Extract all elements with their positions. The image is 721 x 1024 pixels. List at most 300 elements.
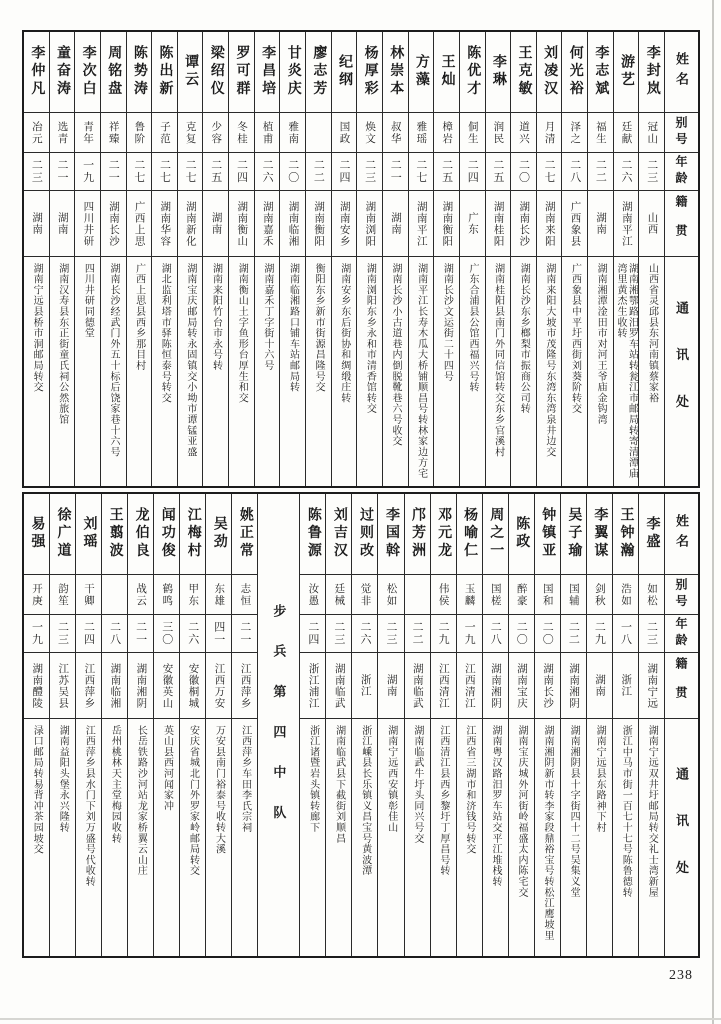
age-cell: 二八 (562, 152, 587, 190)
name-cell: 李琳 (490, 54, 506, 90)
address-cell: 湖南来阳大坡市茂隆号东湾东湾泉井边交 (537, 256, 562, 486)
native-place-cell: 湖南华容 (152, 190, 177, 256)
native-place-cell: 湖南来阳 (537, 190, 562, 256)
person-column (534, 494, 560, 956)
name-cell: 龙伯良 (133, 507, 149, 561)
alias-cell: 干卿 (76, 574, 101, 614)
person-column (482, 494, 508, 956)
address-cell: 湖南宝庆城外河街岭福盛太内陈宅交 (509, 718, 534, 956)
alias-cell: 国政 (332, 112, 357, 152)
native-place-cell: 湖南衡阳 (434, 190, 459, 256)
name-cell: 王翦波 (107, 507, 123, 561)
person-column (433, 32, 459, 486)
name-cell: 陈政 (514, 516, 530, 552)
name-cell: 易强 (29, 516, 45, 552)
alias-cell: 国和 (535, 574, 560, 614)
name-cell: 陈鲁源 (305, 507, 321, 561)
native-place-cell: 安徽桐城 (180, 652, 205, 718)
scan-edge-bottom (0, 1018, 721, 1020)
person-column (510, 32, 536, 486)
person-column (231, 494, 257, 956)
column-header-0: 姓名 (674, 513, 689, 555)
person-column (561, 32, 587, 486)
native-place-cell: 湖南 (50, 190, 75, 256)
person-column (485, 32, 511, 486)
alias-cell (102, 574, 127, 614)
address-cell: 湖南宁远县东路神下村 (587, 718, 612, 956)
alias-cell: 雅南 (280, 112, 305, 152)
name-cell: 过则改 (357, 507, 373, 561)
alias-cell: 汝愚 (300, 574, 325, 614)
person-column (75, 494, 101, 956)
address-cell: 四川井研同德堂 (75, 256, 100, 486)
name-cell: 江梅村 (185, 507, 201, 561)
address-cell: 山西省灵邱县东河南镇蔡家裕 (639, 256, 664, 486)
alias-cell: 松如 (378, 574, 403, 614)
age-cell: 二〇 (511, 152, 536, 190)
person-column (305, 32, 331, 486)
name-cell: 王钟瀚 (618, 507, 634, 561)
name-cell: 游艺 (619, 54, 635, 90)
column-header-3: 籍贯 (665, 190, 698, 256)
person-column (74, 32, 100, 486)
age-cell: 二七 (152, 152, 177, 190)
age-cell: 二三 (639, 614, 664, 652)
person-column (613, 32, 639, 486)
native-place-cell: 山西 (639, 190, 664, 256)
address-cell: 江西萍乡车田李氏宗祠 (232, 718, 257, 956)
person-column (49, 494, 75, 956)
age-cell: 一九 (457, 614, 482, 652)
alias-cell: 道兴 (511, 112, 536, 152)
person-column (205, 494, 231, 956)
alias-cell: 东雄 (206, 574, 231, 614)
age-cell: 二四 (460, 152, 485, 190)
person-column (586, 494, 612, 956)
address-cell: 湖南宁远西安镇彰佳山 (378, 718, 403, 956)
native-place-cell: 江西清江 (431, 652, 456, 718)
alias-cell: 浩如 (613, 574, 638, 614)
name-cell: 周之一 (488, 507, 504, 561)
section-divider-label: 步兵第四中队 (271, 604, 287, 846)
address-cell: 岳州桃林天主堂梅园收转 (102, 718, 127, 956)
person-column (202, 32, 228, 486)
age-cell: 二六 (614, 152, 639, 190)
person-column (377, 494, 403, 956)
age-cell: 二一 (383, 152, 408, 190)
age-cell: 二〇 (509, 614, 534, 652)
name-cell: 邝芳洲 (410, 507, 426, 561)
age-cell: 二二 (588, 152, 613, 190)
name-cell: 徐广道 (55, 507, 71, 561)
native-place-cell: 湖南嘉禾 (255, 190, 280, 256)
person-column (430, 494, 456, 956)
age-cell: 二七 (409, 152, 434, 190)
alias-cell: 志恒 (232, 574, 257, 614)
column-header-1: 别号 (665, 112, 698, 152)
alias-cell: 福生 (588, 112, 613, 152)
native-place-cell: 江西万安 (206, 652, 231, 718)
native-place-cell: 湖南临湘 (280, 190, 305, 256)
alias-cell: 月清 (537, 112, 562, 152)
alias-cell: 国槎 (483, 574, 508, 614)
person-column (382, 32, 408, 486)
name-cell: 陈势涛 (131, 45, 147, 99)
name-cell: 李翼谋 (592, 507, 608, 561)
address-cell: 湖南临武县下截街刘顺昌 (326, 718, 351, 956)
alias-cell: 战云 (128, 574, 153, 614)
person-column (24, 494, 49, 956)
native-place-cell: 湖南 (383, 190, 408, 256)
native-place-cell: 湖南湘阴 (483, 652, 508, 718)
native-place-cell: 浙江 (352, 652, 377, 718)
alias-cell: 觉非 (352, 574, 377, 614)
alias-cell: 润民 (486, 112, 511, 152)
address-cell: 湖南衡山土字鱼形台厚生和交 (229, 256, 254, 486)
name-cell: 李盛 (644, 516, 660, 552)
address-cell: 湖南平江长寿木瓜大桥铺顺昌号转林家边方宅 (409, 256, 434, 486)
address-cell: 湖南长沙文运街二十四号 (434, 256, 459, 486)
native-place-cell: 浙江 (613, 652, 638, 718)
alias-cell: 侗生 (460, 112, 485, 152)
address-cell: 安庆省城北门外罗家岭邮局转交 (180, 718, 205, 956)
column-header-0: 姓名 (674, 51, 689, 93)
name-cell: 周铭盘 (106, 45, 122, 99)
person-column (228, 32, 254, 486)
address-cell: 湖南临湘路口铺车站邮局转 (280, 256, 305, 486)
address-cell: 万安县南门裕泰号收转大溪 (206, 718, 231, 956)
age-cell: 二四 (332, 152, 357, 190)
age-cell: 二五 (434, 152, 459, 190)
person-column (101, 494, 127, 956)
age-cell: 二五 (486, 152, 511, 190)
native-place-cell: 湖南浏阳 (357, 190, 382, 256)
person-column (459, 32, 485, 486)
native-place-cell: 湖南平江 (614, 190, 639, 256)
alias-cell: 植甫 (255, 112, 280, 152)
alias-cell: 子范 (152, 112, 177, 152)
name-cell: 陈优才 (465, 45, 481, 99)
native-place-cell: 湖南临武 (405, 652, 430, 718)
alias-cell: 冬桂 (229, 112, 254, 152)
name-cell: 廖志芳 (311, 45, 327, 99)
column-header-3: 籍贯 (665, 652, 698, 718)
native-place-cell: 湖南 (587, 652, 612, 718)
alias-cell: 冠山 (639, 112, 664, 152)
age-cell: 二三 (378, 614, 403, 652)
native-place-cell: 湖南湘阴 (128, 652, 153, 718)
alias-cell: 国辅 (561, 574, 586, 614)
age-cell: 二七 (127, 152, 152, 190)
alias-cell: 樟岩 (434, 112, 459, 152)
address-cell: 湖南宁远双井圩邮局转交礼士湾新屋 (639, 718, 664, 956)
address-cell: 广西上思县西乡那目村 (127, 256, 152, 486)
name-cell: 陈出新 (157, 45, 173, 99)
age-cell: 二〇 (535, 614, 560, 652)
address-cell: 湖南汉寿县东正街童氏祠公然旅馆 (50, 256, 75, 486)
native-place-cell: 湖南 (588, 190, 613, 256)
column-header-4: 通讯处 (665, 718, 698, 956)
alias-cell: 廷械 (326, 574, 351, 614)
header-column (664, 494, 698, 956)
person-column (560, 494, 586, 956)
native-place-cell: 湖南衡阳 (306, 190, 331, 256)
address-cell: 江西清江县西乡黎圩丁厚昌号转 (431, 718, 456, 956)
person-column (279, 32, 305, 486)
name-cell: 林崇本 (388, 45, 404, 99)
person-column (351, 494, 377, 956)
table-top (22, 30, 700, 488)
native-place-cell: 安徽英山 (154, 652, 179, 718)
alias-cell: 甲东 (180, 574, 205, 614)
name-cell: 姚正常 (237, 507, 253, 561)
address-cell: 江西省三湖市和济钱号转交 (457, 718, 482, 956)
person-column (100, 32, 126, 486)
native-place-cell: 湖南临湘 (102, 652, 127, 718)
alias-cell: 醉豪 (509, 574, 534, 614)
person-column (356, 32, 382, 486)
native-place-cell: 广东 (460, 190, 485, 256)
native-place-cell: 四川井研 (75, 190, 100, 256)
person-column (536, 32, 562, 486)
name-cell: 王灿 (439, 54, 455, 90)
native-place-cell: 江苏吴县 (50, 652, 75, 718)
age-cell: 二三 (357, 152, 382, 190)
alias-cell: 韵笙 (50, 574, 75, 614)
alias-cell: 祥臻 (101, 112, 126, 152)
address-cell: 湖南宝庆邮局转永固镇交小坳市谭锰亚盛 (178, 256, 203, 486)
native-place-cell: 湖南衡山 (229, 190, 254, 256)
native-place-cell: 湖南醴陵 (24, 652, 49, 718)
name-cell: 梁绍仪 (208, 45, 224, 99)
native-place-cell: 湖南 (378, 652, 403, 718)
name-cell: 童奋涛 (54, 45, 70, 99)
alias-cell (306, 112, 331, 152)
scan-edge-right (712, 0, 714, 1024)
alias-cell (405, 574, 430, 614)
age-cell: 二二 (306, 152, 331, 190)
alias-cell: 克复 (178, 112, 203, 152)
alias-cell: 冶元 (24, 112, 49, 152)
name-cell: 刘瑶 (81, 516, 97, 552)
native-place-cell: 湖南临武 (326, 652, 351, 718)
native-place-cell: 江西萍乡 (76, 652, 101, 718)
address-cell: 衡阳东乡新市街源昌隆号交 (306, 256, 331, 486)
native-place-cell: 湖南长沙 (511, 190, 536, 256)
column-header-2: 年龄 (665, 614, 698, 652)
person-column (638, 494, 664, 956)
age-cell: 二四 (76, 614, 101, 652)
age-cell: 二三 (326, 614, 351, 652)
name-cell: 李国斡 (384, 507, 400, 561)
age-cell: 二八 (483, 614, 508, 652)
age-cell: 二八 (102, 614, 127, 652)
native-place-cell: 湖南长沙 (101, 190, 126, 256)
age-cell: 二四 (300, 614, 325, 652)
address-cell: 湖南安乡东后街协和绸缎庄转 (332, 256, 357, 486)
address-cell: 长岳铁路沙河站龙家桥翼云山庄 (128, 718, 153, 956)
name-cell: 王克敏 (516, 45, 532, 99)
age-cell: 一八 (613, 614, 638, 652)
name-cell: 李封岚 (644, 45, 660, 99)
name-cell: 邓元龙 (436, 507, 452, 561)
person-column (153, 494, 179, 956)
address-cell: 湖南益阳头堡永兴隆转 (50, 718, 75, 956)
name-cell: 刘吉汉 (331, 507, 347, 561)
alias-cell: 雅瑶 (409, 112, 434, 152)
native-place-cell: 湖南平江 (409, 190, 434, 256)
native-place-cell: 湖南 (24, 190, 49, 256)
age-cell: 二二 (561, 614, 586, 652)
address-cell: 湖南湘潭淦田市对河王爷庙金钩湾 (588, 256, 613, 486)
name-cell: 纪纲 (337, 54, 352, 90)
name-cell: 刘凌汉 (542, 45, 558, 99)
address-cell: 湖南粤汉路汨罗车站交平江堆栈转 (483, 718, 508, 956)
age-cell: 二六 (255, 152, 280, 190)
person-column (254, 32, 280, 486)
name-cell: 闻功俊 (159, 507, 175, 561)
address-cell: 浙江中马市街一百七十七号陈鲁德转 (613, 718, 638, 956)
name-cell: 吴劲 (211, 516, 227, 552)
native-place-cell: 湖南 (203, 190, 228, 256)
name-cell: 谭云 (183, 54, 199, 90)
alias-cell: 开庚 (24, 574, 49, 614)
address-cell: 湖南湘阴县十字街四十二号吴集义堂 (561, 718, 586, 956)
age-cell: 二四 (229, 152, 254, 190)
name-cell: 杨厚彩 (362, 45, 378, 99)
age-cell: 二三 (639, 152, 664, 190)
age-cell: 二三 (50, 614, 75, 652)
address-cell: 湖北监利塔市驿陈恒泰号转交 (152, 256, 177, 486)
address-cell: 广东合浦县公馆西福兴号转 (460, 256, 485, 486)
address-cell: 浙江嵊县长乐镇义昌宝号黄波潭 (352, 718, 377, 956)
age-cell: 二七 (178, 152, 203, 190)
person-column (177, 32, 203, 486)
age-cell: 二二 (405, 614, 430, 652)
age-cell: 二六 (352, 614, 377, 652)
address-cell: 湖南宁远县桥市洞邮局转交 (24, 256, 49, 486)
age-cell: 二一 (101, 152, 126, 190)
alias-cell: 焕文 (357, 112, 382, 152)
native-place-cell: 湖南宁远 (639, 652, 664, 718)
person-column (151, 32, 177, 486)
column-header-2: 年龄 (665, 152, 698, 190)
address-cell: 湖南湘阴新市转李家段鼎裕宝号转松江鹰坡里 (535, 718, 560, 956)
age-cell: 二六 (180, 614, 205, 652)
address-cell: 广西象县中平圩西街刘葵阶转交 (562, 256, 587, 486)
name-cell: 吴子瑜 (566, 507, 582, 561)
age-cell: 二一 (232, 614, 257, 652)
alias-cell: 玉麟 (457, 574, 482, 614)
address-cell: 湖南长沙东乡榔梨市振商公司转 (511, 256, 536, 486)
person-column (325, 494, 351, 956)
age-cell: 二五 (203, 152, 228, 190)
alias-cell: 叔华 (383, 112, 408, 152)
name-cell: 方藻 (413, 54, 429, 90)
address-cell: 湖南桂阳县南门外同信馆转交东乡官溪村 (486, 256, 511, 486)
age-cell: 二九 (431, 614, 456, 652)
person-column (587, 32, 613, 486)
header-column (664, 32, 698, 486)
address-cell: 湖南长沙小古道巷内倒脱靴巷六号收交 (383, 256, 408, 486)
person-column (638, 32, 664, 486)
person-column (508, 494, 534, 956)
person-column (404, 494, 430, 956)
alias-cell: 剑秋 (587, 574, 612, 614)
age-cell: 三〇 (154, 614, 179, 652)
person-column (456, 494, 482, 956)
column-header-4: 通讯处 (665, 256, 698, 486)
native-place-cell: 广西上思 (127, 190, 152, 256)
alias-cell: 如松 (639, 574, 664, 614)
address-cell: 湖南长沙经武门外五十标后饶家巷十六号 (101, 256, 126, 486)
person-column (299, 494, 325, 956)
address-cell: 江西萍乡县水门下刘万盛号代收转 (76, 718, 101, 956)
native-place-cell: 湖南湘阴 (561, 652, 586, 718)
person-column (126, 32, 152, 486)
alias-cell: 廷献 (614, 112, 639, 152)
address-cell: 浙江诸暨岩头镇转廊下 (300, 718, 325, 956)
age-cell: 二一 (50, 152, 75, 190)
age-cell: 二一 (128, 614, 153, 652)
section-divider (257, 494, 299, 956)
alias-cell: 泽之 (562, 112, 587, 152)
age-cell: 一九 (24, 614, 49, 652)
native-place-cell: 湖南安乡 (332, 190, 357, 256)
name-cell: 罗可群 (234, 45, 250, 99)
name-cell: 杨喻仁 (462, 507, 478, 561)
person-column (179, 494, 205, 956)
address-cell: 英山县西河闻家冲 (154, 718, 179, 956)
table-bottom (22, 492, 700, 958)
name-cell: 李昌培 (260, 45, 276, 99)
person-column (331, 32, 357, 486)
native-place-cell: 浙江浦江 (300, 652, 325, 718)
name-cell: 李仲凡 (29, 45, 45, 99)
address-cell: 湖南来阳竹台市永号转 (203, 256, 228, 486)
page-number: 238 (669, 968, 693, 983)
name-cell: 李次白 (80, 45, 96, 99)
age-cell: 二七 (537, 152, 562, 190)
address-cell: 湖南临武牛圩头同兴号交 (405, 718, 430, 956)
person-column (49, 32, 75, 486)
alias-cell: 少容 (203, 112, 228, 152)
person-column (612, 494, 638, 956)
name-cell: 甘炎庆 (285, 45, 301, 99)
column-header-1: 别号 (665, 574, 698, 614)
name-cell: 钟镇亚 (540, 507, 556, 561)
alias-cell: 鹤鸣 (154, 574, 179, 614)
native-place-cell: 江西萍乡 (232, 652, 257, 718)
person-column (24, 32, 49, 486)
age-cell: 一九 (75, 152, 100, 190)
age-cell: 二三 (24, 152, 49, 190)
name-cell: 何光裕 (567, 45, 583, 99)
age-cell: 四一 (206, 614, 231, 652)
alias-cell: 伟侯 (431, 574, 456, 614)
native-place-cell: 湖南新化 (178, 190, 203, 256)
native-place-cell: 广西象县 (562, 190, 587, 256)
address-cell: 渌口邮局转易背冲茶园坡交 (24, 718, 49, 956)
address-cell: 湖南湘鄂路汨罗车站转瓮江市邮局转寄清潭庙湾里黄杰生收转 (614, 256, 639, 486)
person-column (408, 32, 434, 486)
alias-cell: 鲁阶 (127, 112, 152, 152)
address-cell: 湖南浏阳东乡永和市清香馆转交 (357, 256, 382, 486)
native-place-cell: 湖南宝庆 (509, 652, 534, 718)
alias-cell: 青年 (75, 112, 100, 152)
age-cell: 二〇 (280, 152, 305, 190)
native-place-cell: 湖南长沙 (535, 652, 560, 718)
